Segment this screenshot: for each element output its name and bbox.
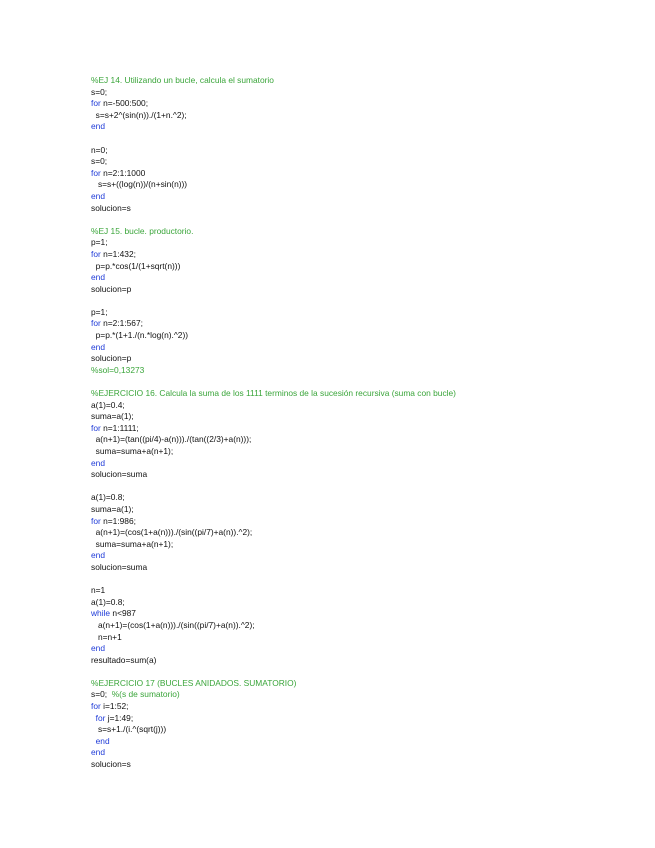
code-text: j=1:49; bbox=[105, 712, 134, 723]
comment-line: %EJ 14. Utilizando un bucle, calcula el sumatorio bbox=[91, 75, 274, 85]
code-line: suma=a(1); bbox=[91, 503, 134, 514]
keyword-line: end bbox=[91, 272, 105, 283]
code-line: n=n+1 bbox=[91, 631, 122, 642]
keyword: for bbox=[91, 712, 106, 723]
code-line: a(n+1)=(cos(1+a(n)))./(sin((pi/7)+a(n)).^2); bbox=[91, 527, 253, 538]
code-line bbox=[91, 423, 631, 435]
keyword-line: end bbox=[91, 747, 105, 758]
comment-line: %EJERCICIO 16. Calcula la suma de los 1111 terminos de la sucesión recursiva (suma con bucle) bbox=[91, 388, 456, 399]
code-line: solucion=p bbox=[91, 353, 132, 364]
code-line bbox=[91, 98, 631, 110]
code-line bbox=[91, 608, 631, 620]
code-line: s=s+((log(n))/(n+sin(n))) bbox=[91, 179, 188, 190]
code-line: suma=a(1); bbox=[91, 411, 134, 422]
code-line: s=0; bbox=[91, 156, 108, 167]
keyword-line: end bbox=[91, 121, 105, 132]
blank-line bbox=[91, 295, 631, 307]
code-line: s=s+1./(i.^(sqrt(j))) bbox=[91, 724, 167, 735]
blank-line bbox=[91, 481, 631, 493]
code-line bbox=[91, 168, 631, 180]
blank-line bbox=[91, 214, 631, 226]
keyword: for bbox=[91, 318, 101, 329]
code-line: n=0; bbox=[91, 144, 108, 155]
code-line bbox=[91, 701, 631, 713]
code-line bbox=[91, 689, 631, 701]
code-line: s=0; bbox=[91, 86, 108, 97]
keyword: for bbox=[91, 248, 101, 259]
comment-line: %EJ 15. bucle. productorio. bbox=[91, 225, 194, 236]
keyword-line: end bbox=[91, 643, 105, 654]
code-line: solucion=suma bbox=[91, 561, 148, 572]
keyword-line: end bbox=[91, 550, 105, 561]
code-line: n=1 bbox=[91, 585, 106, 596]
code-line: a(n+1)=(tan((pi/4)-a(n)))./(tan((2/3)+a(n))); bbox=[91, 434, 252, 445]
code-text: n=1:432; bbox=[100, 248, 136, 259]
comment-line: %EJERCICIO 17 (BUCLES ANIDADOS. SUMATORIO) bbox=[91, 677, 297, 688]
code-line bbox=[91, 249, 631, 261]
blank-line bbox=[91, 376, 631, 388]
code-listing bbox=[91, 75, 631, 771]
code-line bbox=[91, 713, 631, 725]
code-text: n=1:986; bbox=[100, 515, 136, 526]
code-line bbox=[91, 516, 631, 528]
code-text: s=0; bbox=[91, 689, 112, 700]
code-text: i=1:52; bbox=[100, 701, 129, 712]
code-line: suma=suma+a(n+1); bbox=[91, 538, 174, 549]
keyword-line: end bbox=[91, 735, 110, 746]
code-text: n=-500:500; bbox=[100, 98, 149, 109]
code-text: n=1:1111; bbox=[100, 422, 139, 433]
code-line: solucion=suma bbox=[91, 469, 148, 480]
code-line: solucion=s bbox=[91, 759, 131, 770]
code-line: solucion=s bbox=[91, 202, 131, 213]
code-line: solucion=p bbox=[91, 283, 132, 294]
code-text: n<987 bbox=[110, 608, 136, 619]
keyword: for bbox=[91, 422, 101, 433]
comment-line: %sol=0,13273 bbox=[91, 364, 145, 375]
keyword-line: end bbox=[91, 341, 105, 352]
code-line: a(1)=0.4; bbox=[91, 399, 125, 410]
code-line: a(1)=0.8; bbox=[91, 596, 125, 607]
code-line: p=1; bbox=[91, 306, 108, 317]
code-line: p=p.*cos(1/(1+sqrt(n))) bbox=[91, 260, 181, 271]
keyword: for bbox=[91, 515, 101, 526]
blank-line bbox=[91, 666, 631, 678]
blank-line bbox=[91, 133, 631, 145]
inline-comment: %(s de sumatorio) bbox=[111, 689, 180, 700]
code-line bbox=[91, 318, 631, 330]
blank-line bbox=[91, 574, 631, 586]
code-line: a(n+1)=(cos(1+a(n)))./(sin((pi/7)+a(n)).^2); bbox=[91, 619, 255, 630]
code-text: n=2:1:1000 bbox=[100, 167, 146, 178]
code-line: resultado=sum(a) bbox=[91, 654, 157, 665]
code-line: suma=suma+a(n+1); bbox=[91, 446, 174, 456]
code-text: n=2:1:567; bbox=[100, 318, 143, 329]
keyword: for bbox=[91, 701, 101, 712]
keyword-line: end bbox=[91, 457, 105, 468]
code-line: s=s+2^(sin(n))./(1+n.^2); bbox=[91, 109, 187, 120]
keyword: for bbox=[91, 167, 101, 178]
keyword: for bbox=[91, 98, 101, 109]
keyword-line: end bbox=[91, 190, 105, 201]
keyword: while bbox=[91, 608, 111, 619]
code-line: p=p.*(1+1./(n.*log(n).^2)) bbox=[91, 330, 189, 341]
code-line: a(1)=0.8; bbox=[91, 492, 125, 503]
code-line: p=1; bbox=[91, 237, 108, 248]
